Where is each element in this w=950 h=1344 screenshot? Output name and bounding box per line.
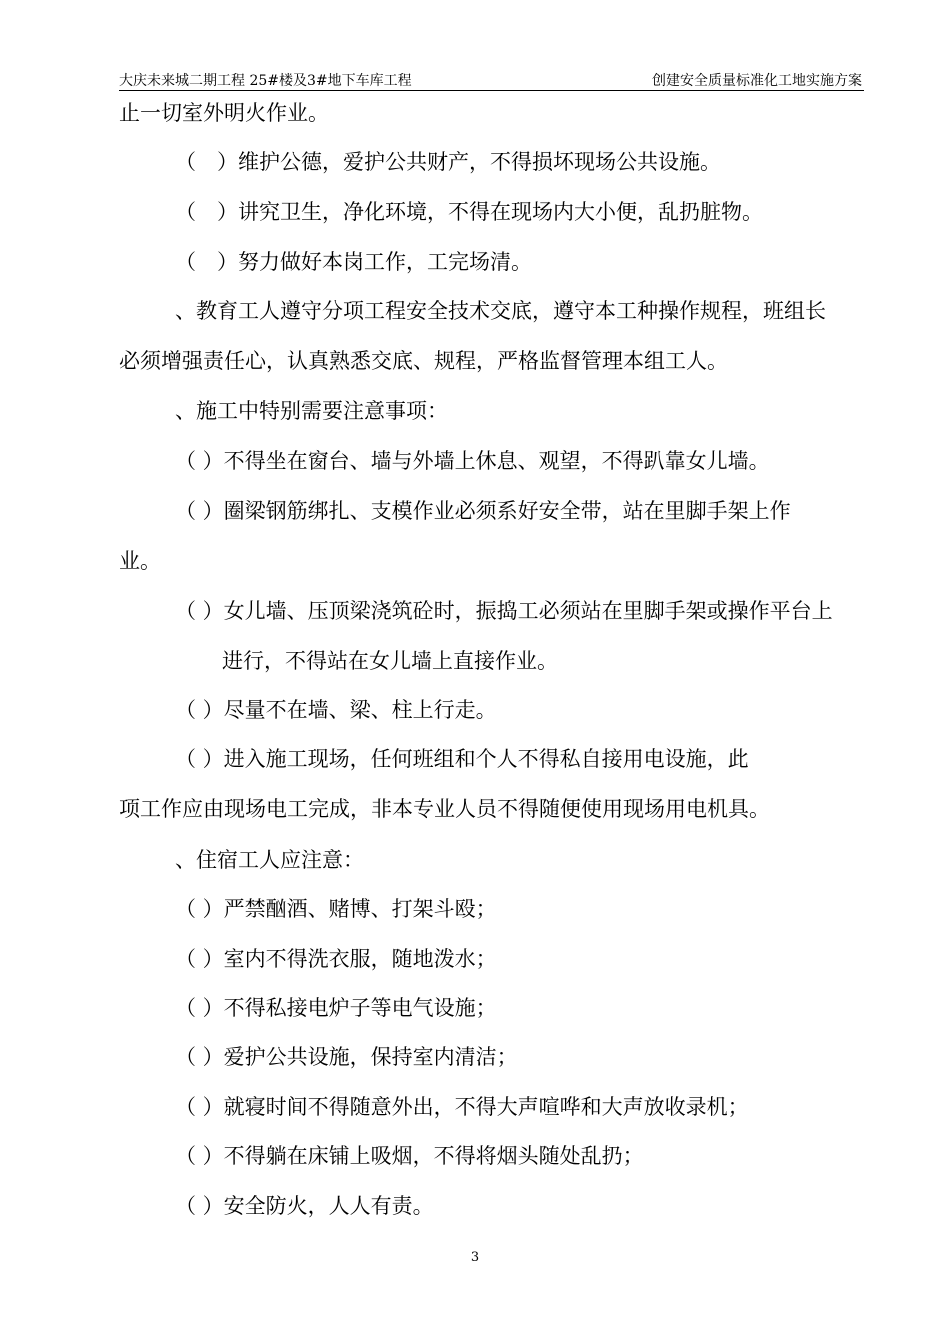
- text-line: （ ）女儿墙、压顶梁浇筑砼时，振捣工必须站在里脚手架或操作平台上: [175, 599, 833, 623]
- text-line: （ ）尽量不在墙、梁、柱上行走。: [175, 698, 497, 722]
- text-line: 进行，不得站在女儿墙上直接作业。: [222, 649, 558, 673]
- text-line: 止一切室外明火作业。: [119, 101, 329, 125]
- text-line: （ ）就寝时间不得随意外出，不得大声喧哗和大声放收录机；: [175, 1095, 749, 1119]
- text-line: （ ）不得坐在窗台、墙与外墙上休息、观望，不得趴靠女儿墙。: [175, 449, 770, 473]
- text-line: （ ）进入施工现场，任何班组和个人不得私自接用电设施，此: [175, 747, 749, 771]
- text-line: （ ）讲究卫生，净化环境，不得在现场内大小便，乱扔脏物。: [175, 200, 763, 224]
- text-line: 、施工中特别需要注意事项：: [175, 399, 448, 423]
- text-line: （ ）不得躺在床铺上吸烟，不得将烟头随处乱扔；: [175, 1144, 644, 1168]
- text-line: （ ）安全防火，人人有责。: [175, 1194, 434, 1218]
- header-project-title: 大庆未来城二期工程 25#楼及3#地下车库工程: [119, 73, 412, 89]
- text-line: （ ）不得私接电炉子等电气设施；: [175, 996, 497, 1020]
- text-line: （ ）爱护公共设施，保持室内清洁；: [175, 1045, 518, 1069]
- header-document-title: 创建安全质量标准化工地实施方案: [652, 73, 862, 89]
- text-line: 业。: [119, 549, 161, 573]
- text-line: 必须增强责任心，认真熟悉交底、规程，严格监督管理本组工人。: [119, 349, 728, 373]
- text-line: 、教育工人遵守分项工程安全技术交底，遵守本工种操作规程，班组长: [175, 299, 826, 323]
- text-line: （ ）维护公德，爱护公共财产，不得损坏现场公共设施。: [175, 150, 721, 174]
- text-line: （ ）室内不得洗衣服，随地泼水；: [175, 947, 497, 971]
- text-line: 项工作应由现场电工完成，非本专业人员不得随便使用现场用电机具。: [119, 797, 770, 821]
- text-line: （ ）严禁酗酒、赌博、打架斗殴；: [175, 897, 497, 921]
- page-number: 3: [470, 1250, 480, 1265]
- page-header: [119, 66, 864, 91]
- text-line: 、住宿工人应注意：: [175, 848, 364, 872]
- text-line: （ ）圈梁钢筋绑扎、支模作业必须系好安全带，站在里脚手架上作: [175, 499, 791, 523]
- text-line: （ ）努力做好本岗工作，工完场清。: [175, 250, 532, 274]
